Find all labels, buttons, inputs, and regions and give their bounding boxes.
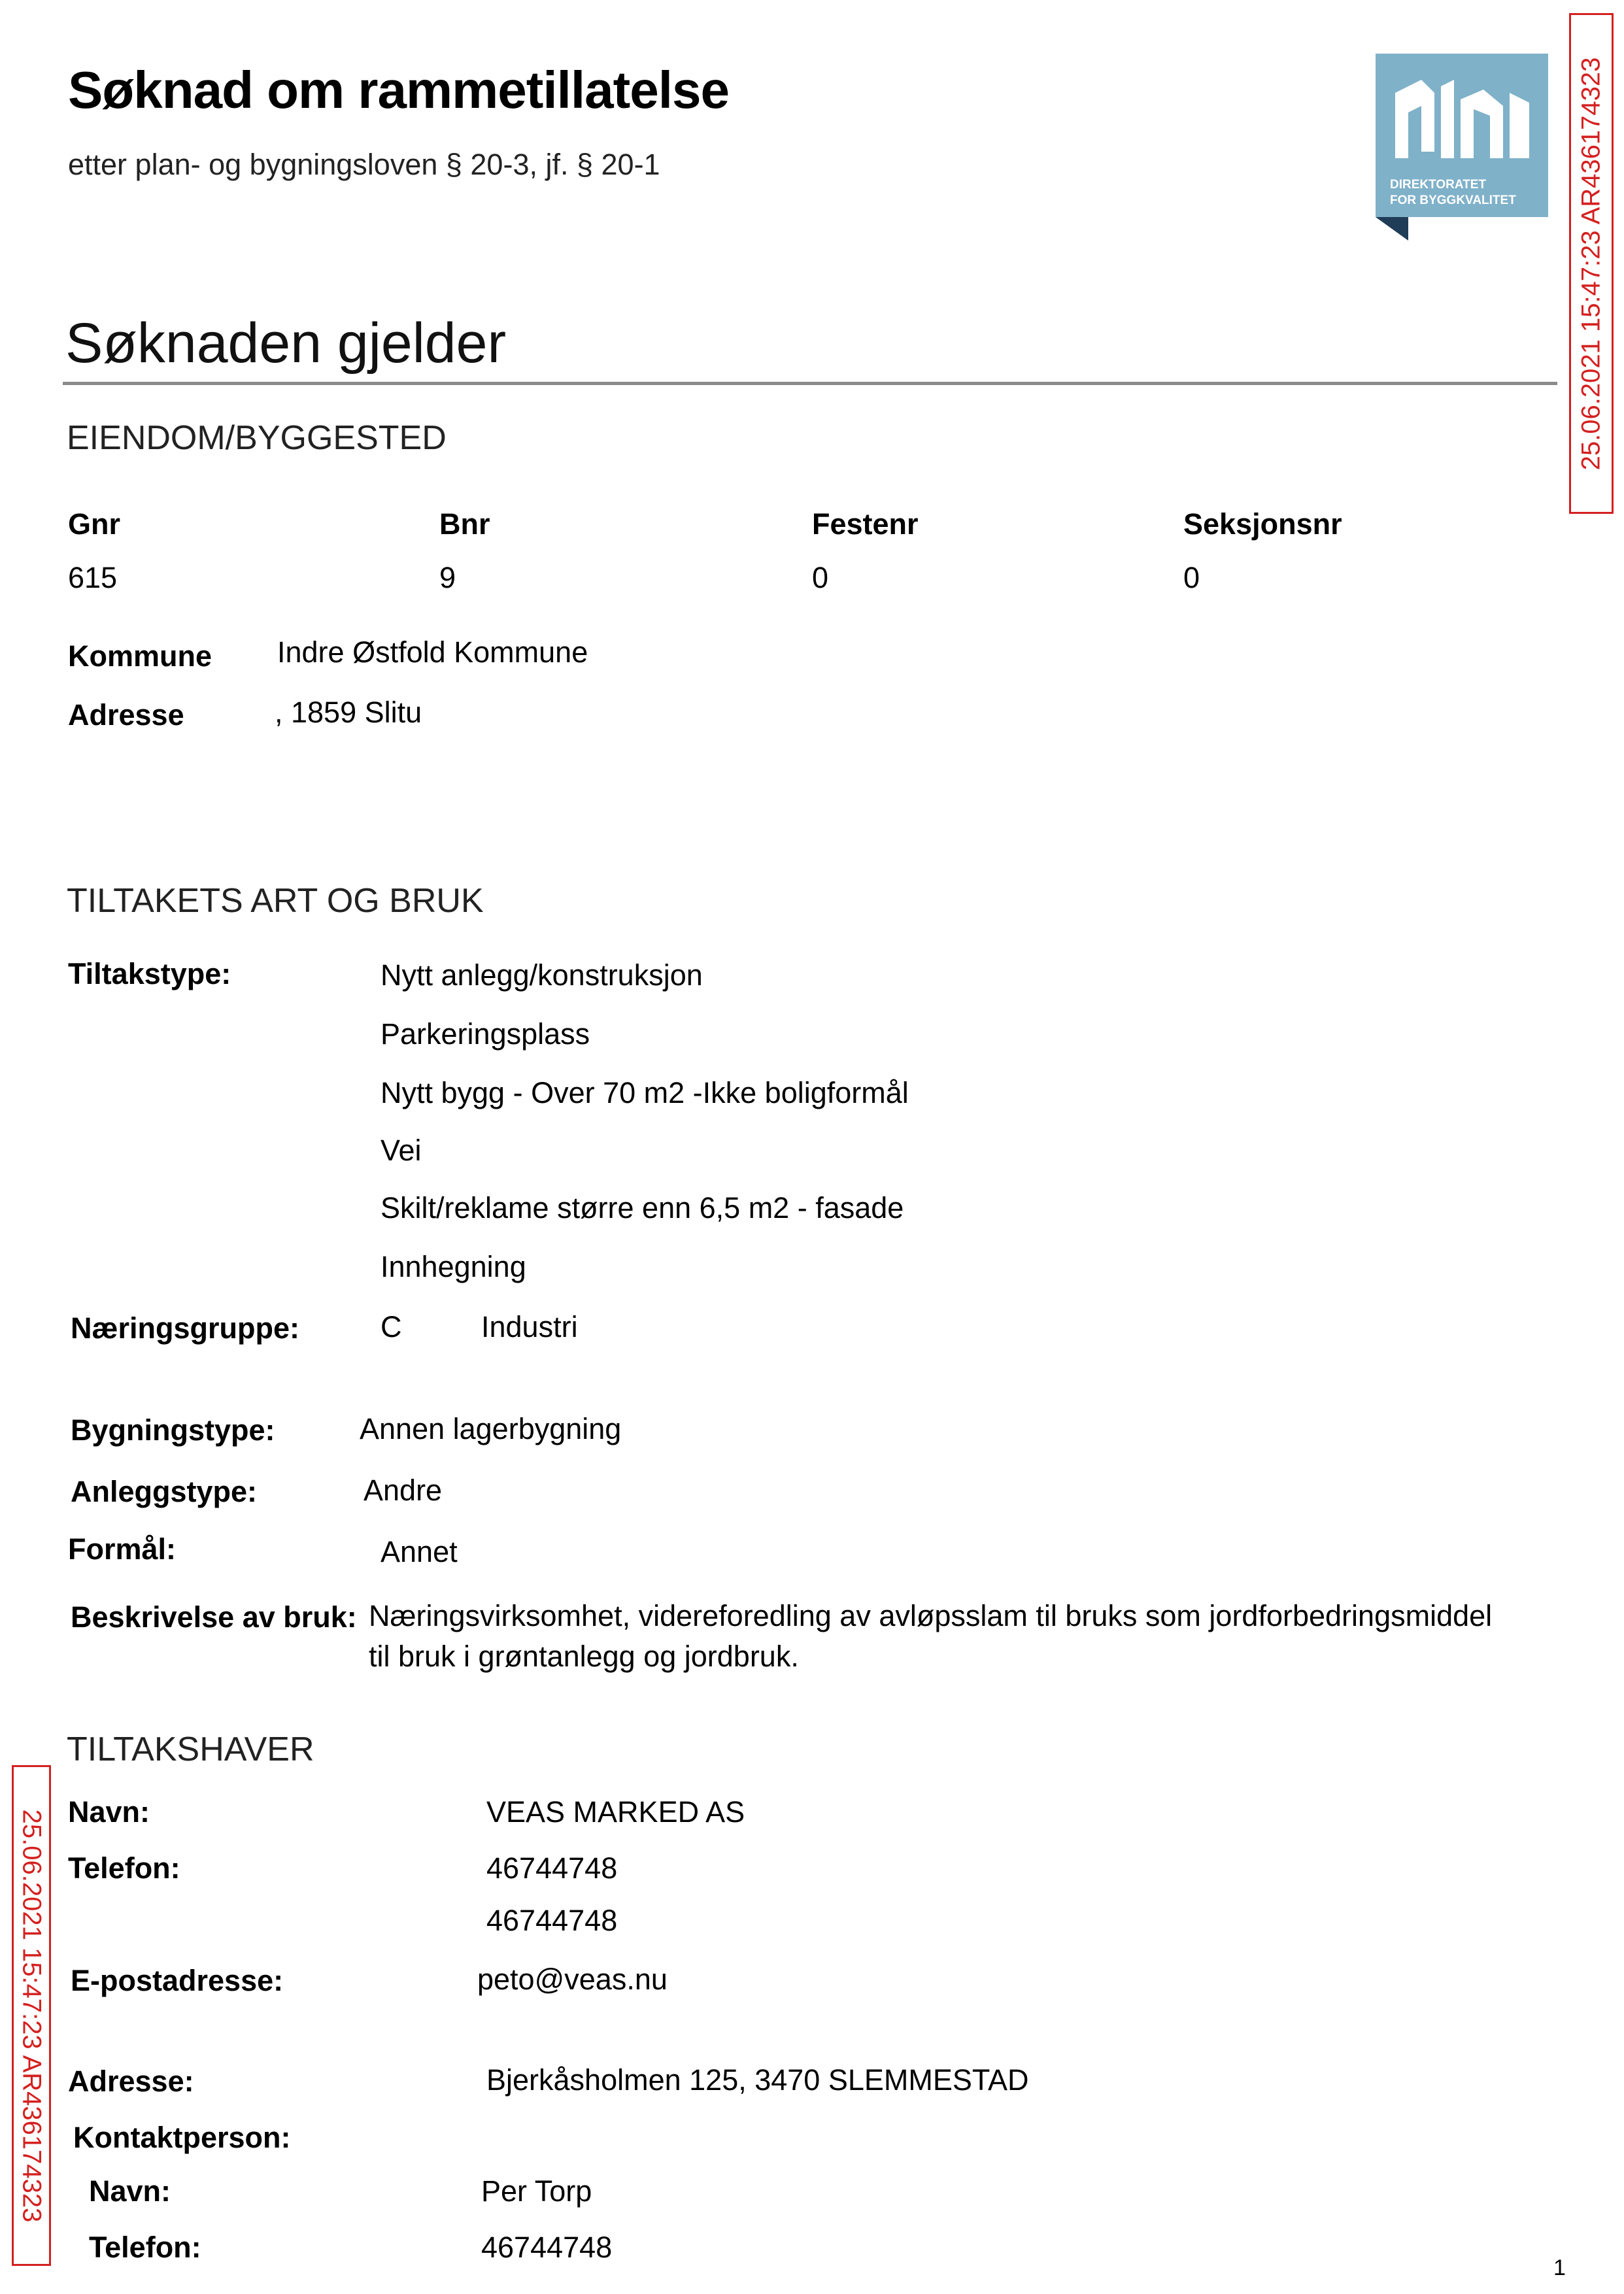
gnr-value: 615 bbox=[68, 561, 118, 594]
epost-value: peto@veas.nu bbox=[477, 1963, 668, 1996]
anleggstype-value: Andre bbox=[364, 1474, 443, 1507]
tiltakstype-item: Nytt bygg - Over 70 m2 -Ikke boligformål bbox=[381, 1076, 909, 1109]
kommune-label: Kommune bbox=[68, 639, 212, 673]
formal-label: Formål: bbox=[68, 1532, 177, 1566]
telefon-value: 46744748 bbox=[486, 1904, 618, 1937]
telefon-label: Telefon: bbox=[68, 1851, 180, 1885]
beskrivelse-label: Beskrivelse av bruk: bbox=[71, 1600, 357, 1634]
bygningstype-label: Bygningstype: bbox=[71, 1413, 275, 1447]
naeringsgruppe-label: Næringsgruppe: bbox=[71, 1311, 300, 1345]
naeringsgruppe-code: C bbox=[381, 1310, 402, 1343]
eiendom-heading: EIENDOM/BYGGESTED bbox=[67, 419, 447, 457]
kontaktperson-navn-label: Navn: bbox=[89, 2174, 171, 2208]
gnr-label: Gnr bbox=[68, 507, 121, 541]
navn-label: Navn: bbox=[68, 1795, 150, 1829]
adresse-value: , 1859 Slitu bbox=[275, 696, 422, 729]
festenr-value: 0 bbox=[812, 561, 829, 594]
tiltakshaver-heading: TILTAKSHAVER bbox=[67, 1730, 314, 1768]
bnr-label: Bnr bbox=[439, 507, 490, 541]
document-subtitle: etter plan- og bygningsloven § 20-3, jf. § 20-1 bbox=[68, 148, 660, 181]
stamp-text: 25.06.2021 15:47:23 AR436174323 bbox=[1576, 57, 1606, 470]
tiltakstype-label: Tiltakstype: bbox=[68, 957, 231, 990]
dibk-logo-icon bbox=[1376, 54, 1548, 243]
tiltakstype-item: Vei bbox=[381, 1134, 422, 1167]
naeringsgruppe-value: Industri bbox=[481, 1310, 578, 1343]
seksjonsnr-label: Seksjonsnr bbox=[1183, 507, 1342, 541]
tiltakstype-item: Parkeringsplass bbox=[381, 1017, 590, 1051]
bnr-value: 9 bbox=[439, 561, 456, 594]
anleggstype-label: Anleggstype: bbox=[71, 1475, 258, 1508]
stamp-text: 25.06.2021 15:47:23 AR436174323 bbox=[17, 1809, 46, 2222]
beskrivelse-line2: til bruk i grøntanlegg og jordbruk. bbox=[369, 1640, 799, 1673]
beskrivelse-line1: Næringsvirksomhet, videreforedling av avløpsslam til bruks som jordforbedringsmiddel bbox=[369, 1599, 1493, 1632]
adresse-label: Adresse bbox=[68, 698, 184, 732]
adresse-label: Adresse: bbox=[68, 2065, 194, 2098]
tiltakstype-item: Nytt anlegg/konstruksjon bbox=[381, 958, 703, 992]
kontaktperson-navn-value: Per Torp bbox=[481, 2174, 592, 2208]
kontaktperson-label: Kontaktperson: bbox=[73, 2121, 291, 2154]
dibk-logo bbox=[1376, 54, 1548, 243]
logo-text-line1: DIREKTORATET bbox=[1390, 178, 1487, 192]
tiltak-heading: TILTAKETS ART OG BRUK bbox=[67, 882, 484, 920]
kontaktperson-telefon-label: Telefon: bbox=[89, 2231, 201, 2264]
section-heading: Søknaden gjelder bbox=[65, 312, 507, 375]
bygningstype-value: Annen lagerbygning bbox=[360, 1412, 622, 1445]
kontaktperson-telefon-value: 46744748 bbox=[481, 2231, 613, 2264]
tiltakstype-item: Skilt/reklame større enn 6,5 m2 - fasade bbox=[381, 1191, 904, 1224]
timestamp-stamp-left bbox=[12, 1765, 51, 2266]
formal-value: Annet bbox=[381, 1535, 458, 1568]
logo-text-line2: FOR BYGGKVALITET bbox=[1390, 194, 1516, 207]
timestamp-stamp-right bbox=[1569, 13, 1614, 514]
navn-value: VEAS MARKED AS bbox=[486, 1795, 745, 1829]
section-divider bbox=[63, 382, 1557, 385]
kommune-value: Indre Østfold Kommune bbox=[277, 635, 588, 669]
festenr-label: Festenr bbox=[812, 507, 919, 541]
telefon-value: 46744748 bbox=[486, 1851, 618, 1885]
page-number: 1 bbox=[1553, 2255, 1566, 2280]
adresse-value: Bjerkåsholmen 125, 3470 SLEMMESTAD bbox=[486, 2063, 1029, 2097]
seksjonsnr-value: 0 bbox=[1183, 561, 1200, 594]
tiltakstype-item: Innhegning bbox=[381, 1250, 526, 1283]
epost-label: E-postadresse: bbox=[71, 1964, 284, 1997]
document-title: Søknad om rammetillatelse bbox=[68, 61, 729, 119]
